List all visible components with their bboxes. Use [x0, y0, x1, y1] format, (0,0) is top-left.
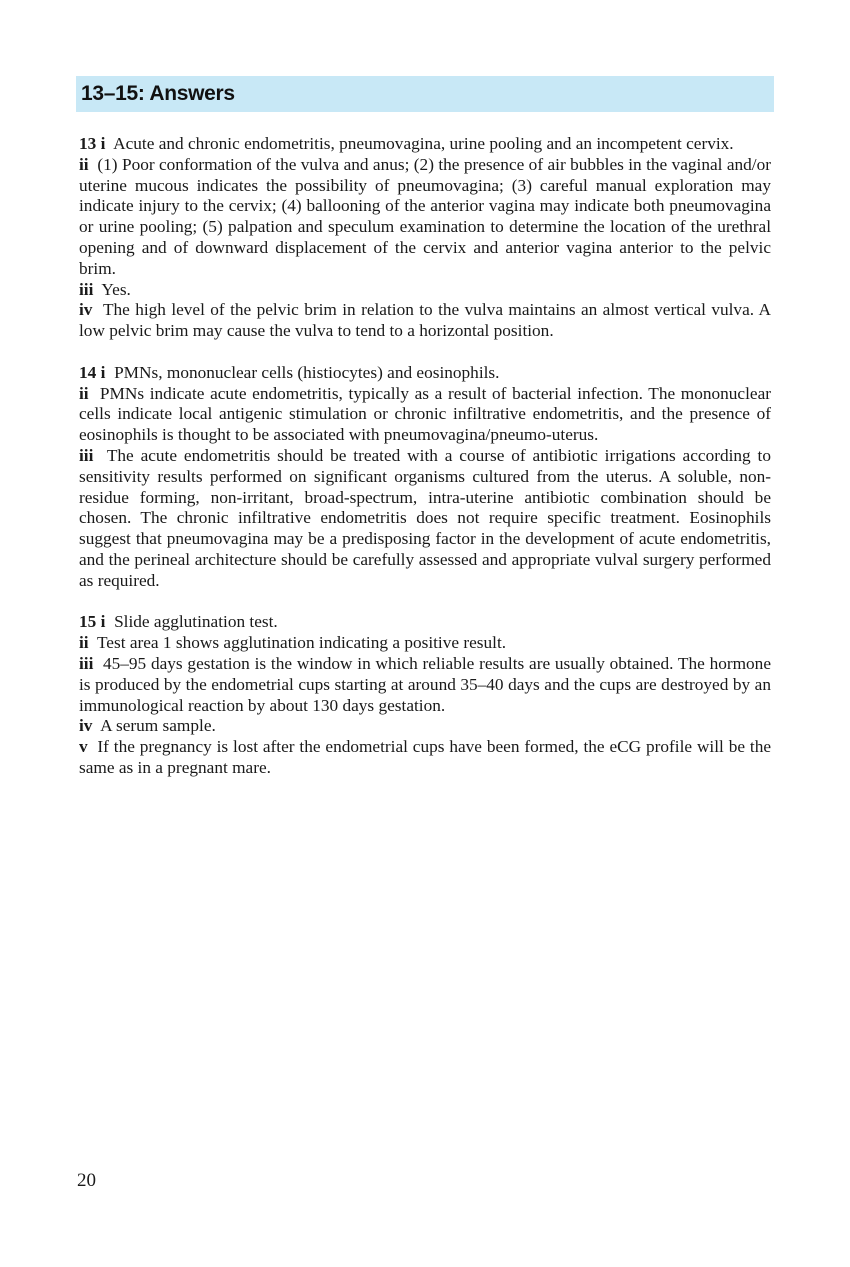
part-label: ii — [79, 154, 89, 174]
part-text: The high level of the pelvic brim in relation to the vulva maintains an almost vertical vulva. A low pelvic brim may cause the vulva to tend to a horizontal position. — [79, 300, 771, 341]
part-label: ii — [79, 633, 89, 653]
answer-part — [79, 654, 771, 716]
answer-part — [79, 300, 771, 342]
part-label: iv — [79, 716, 93, 736]
part-label: i — [100, 362, 106, 382]
part-text: A serum sample. — [100, 716, 216, 736]
part-label: iii — [79, 279, 94, 299]
part-text: Slide agglutination test. — [114, 612, 278, 632]
part-text: The acute endometritis should be treated with a course of antibiotic irrigations according to sensitivity results performed on significant organisms cultured from the uterus. A soluble, non-residue forming, non-irritant, broad-spectrum, intra-uterine antibiotic combination should be chosen. The chronic infiltrative endometritis does not require specific treatment. Eosinophils suggest that pneumovagina may be a predisposing factor in the development of acute endometritis, and the perineal architecture should be carefully assessed and appropriate vulval surgery performed as required. — [79, 445, 771, 590]
question-number: 15 — [79, 612, 97, 632]
answer-part — [79, 134, 771, 155]
part-label: iii — [79, 653, 94, 673]
answer-part — [79, 363, 771, 384]
answer-15 — [79, 612, 771, 778]
answer-part — [79, 737, 771, 779]
answer-part — [79, 280, 771, 301]
answer-part — [79, 384, 771, 446]
part-text: Test area 1 shows agglutination indicating a positive result. — [96, 633, 507, 653]
part-text: PMNs, mononuclear cells (histiocytes) and eosinophils. — [114, 362, 500, 382]
part-text: Yes. — [101, 279, 131, 299]
part-text: If the pregnancy is lost after the endometrial cups have been formed, the eCG profile will be the same as in a pregnant mare. — [79, 737, 772, 777]
part-text: PMNs indicate acute endometritis, typically as a result of bacterial infection. The mononuclear cells indicate local antigenic stimulation or chronic infiltrative endometritis, and the presence of eosinophils is thought to be associated with pneumovagina/pneumo-uterus. — [79, 383, 771, 445]
section-header — [76, 76, 774, 112]
question-number: 13 — [79, 134, 97, 153]
answer-13 — [79, 134, 771, 342]
part-text: Acute and chronic endometritis, pneumovagina, urine pooling and an incompetent cervix. — [113, 134, 734, 153]
part-label: ii — [79, 383, 89, 403]
answer-14 — [79, 363, 771, 592]
answer-part — [79, 612, 771, 633]
page-title: 13–15: Answers — [81, 82, 235, 105]
part-text: (1) Poor conformation of the vulva and anus; (2) the presence of air bubbles in the vaginal and/or uterine mucous indicates the possibility of pneumovagina; (3) careful manual exploration may indicate injury to the cervix; (4) ballooning of the anterior vagina may indicate both pneumovagina or urine pooling; (5) palpation and speculum examination to determine the location of the urethral opening and of downward displacement of the cervix and anterior vagina anterior to the pelvic brim. — [79, 154, 772, 278]
answer-part — [79, 633, 771, 654]
answer-part — [79, 446, 771, 592]
part-label: i — [100, 134, 106, 153]
part-label: i — [100, 612, 106, 632]
answer-part — [79, 155, 771, 280]
part-label: iv — [79, 300, 93, 320]
answer-part — [79, 716, 771, 737]
answers-body — [79, 134, 771, 800]
question-number: 14 — [79, 362, 97, 382]
part-text: 45–95 days gestation is the window in which reliable results are usually obtained. The hormone is produced by the endometrial cups starting at around 35–40 days and the cups are destroyed by an immunological reaction by about 130 days gestation. — [79, 653, 771, 715]
page-number: 20 — [77, 1170, 96, 1191]
part-label: iii — [79, 445, 94, 465]
part-label: v — [79, 737, 88, 757]
